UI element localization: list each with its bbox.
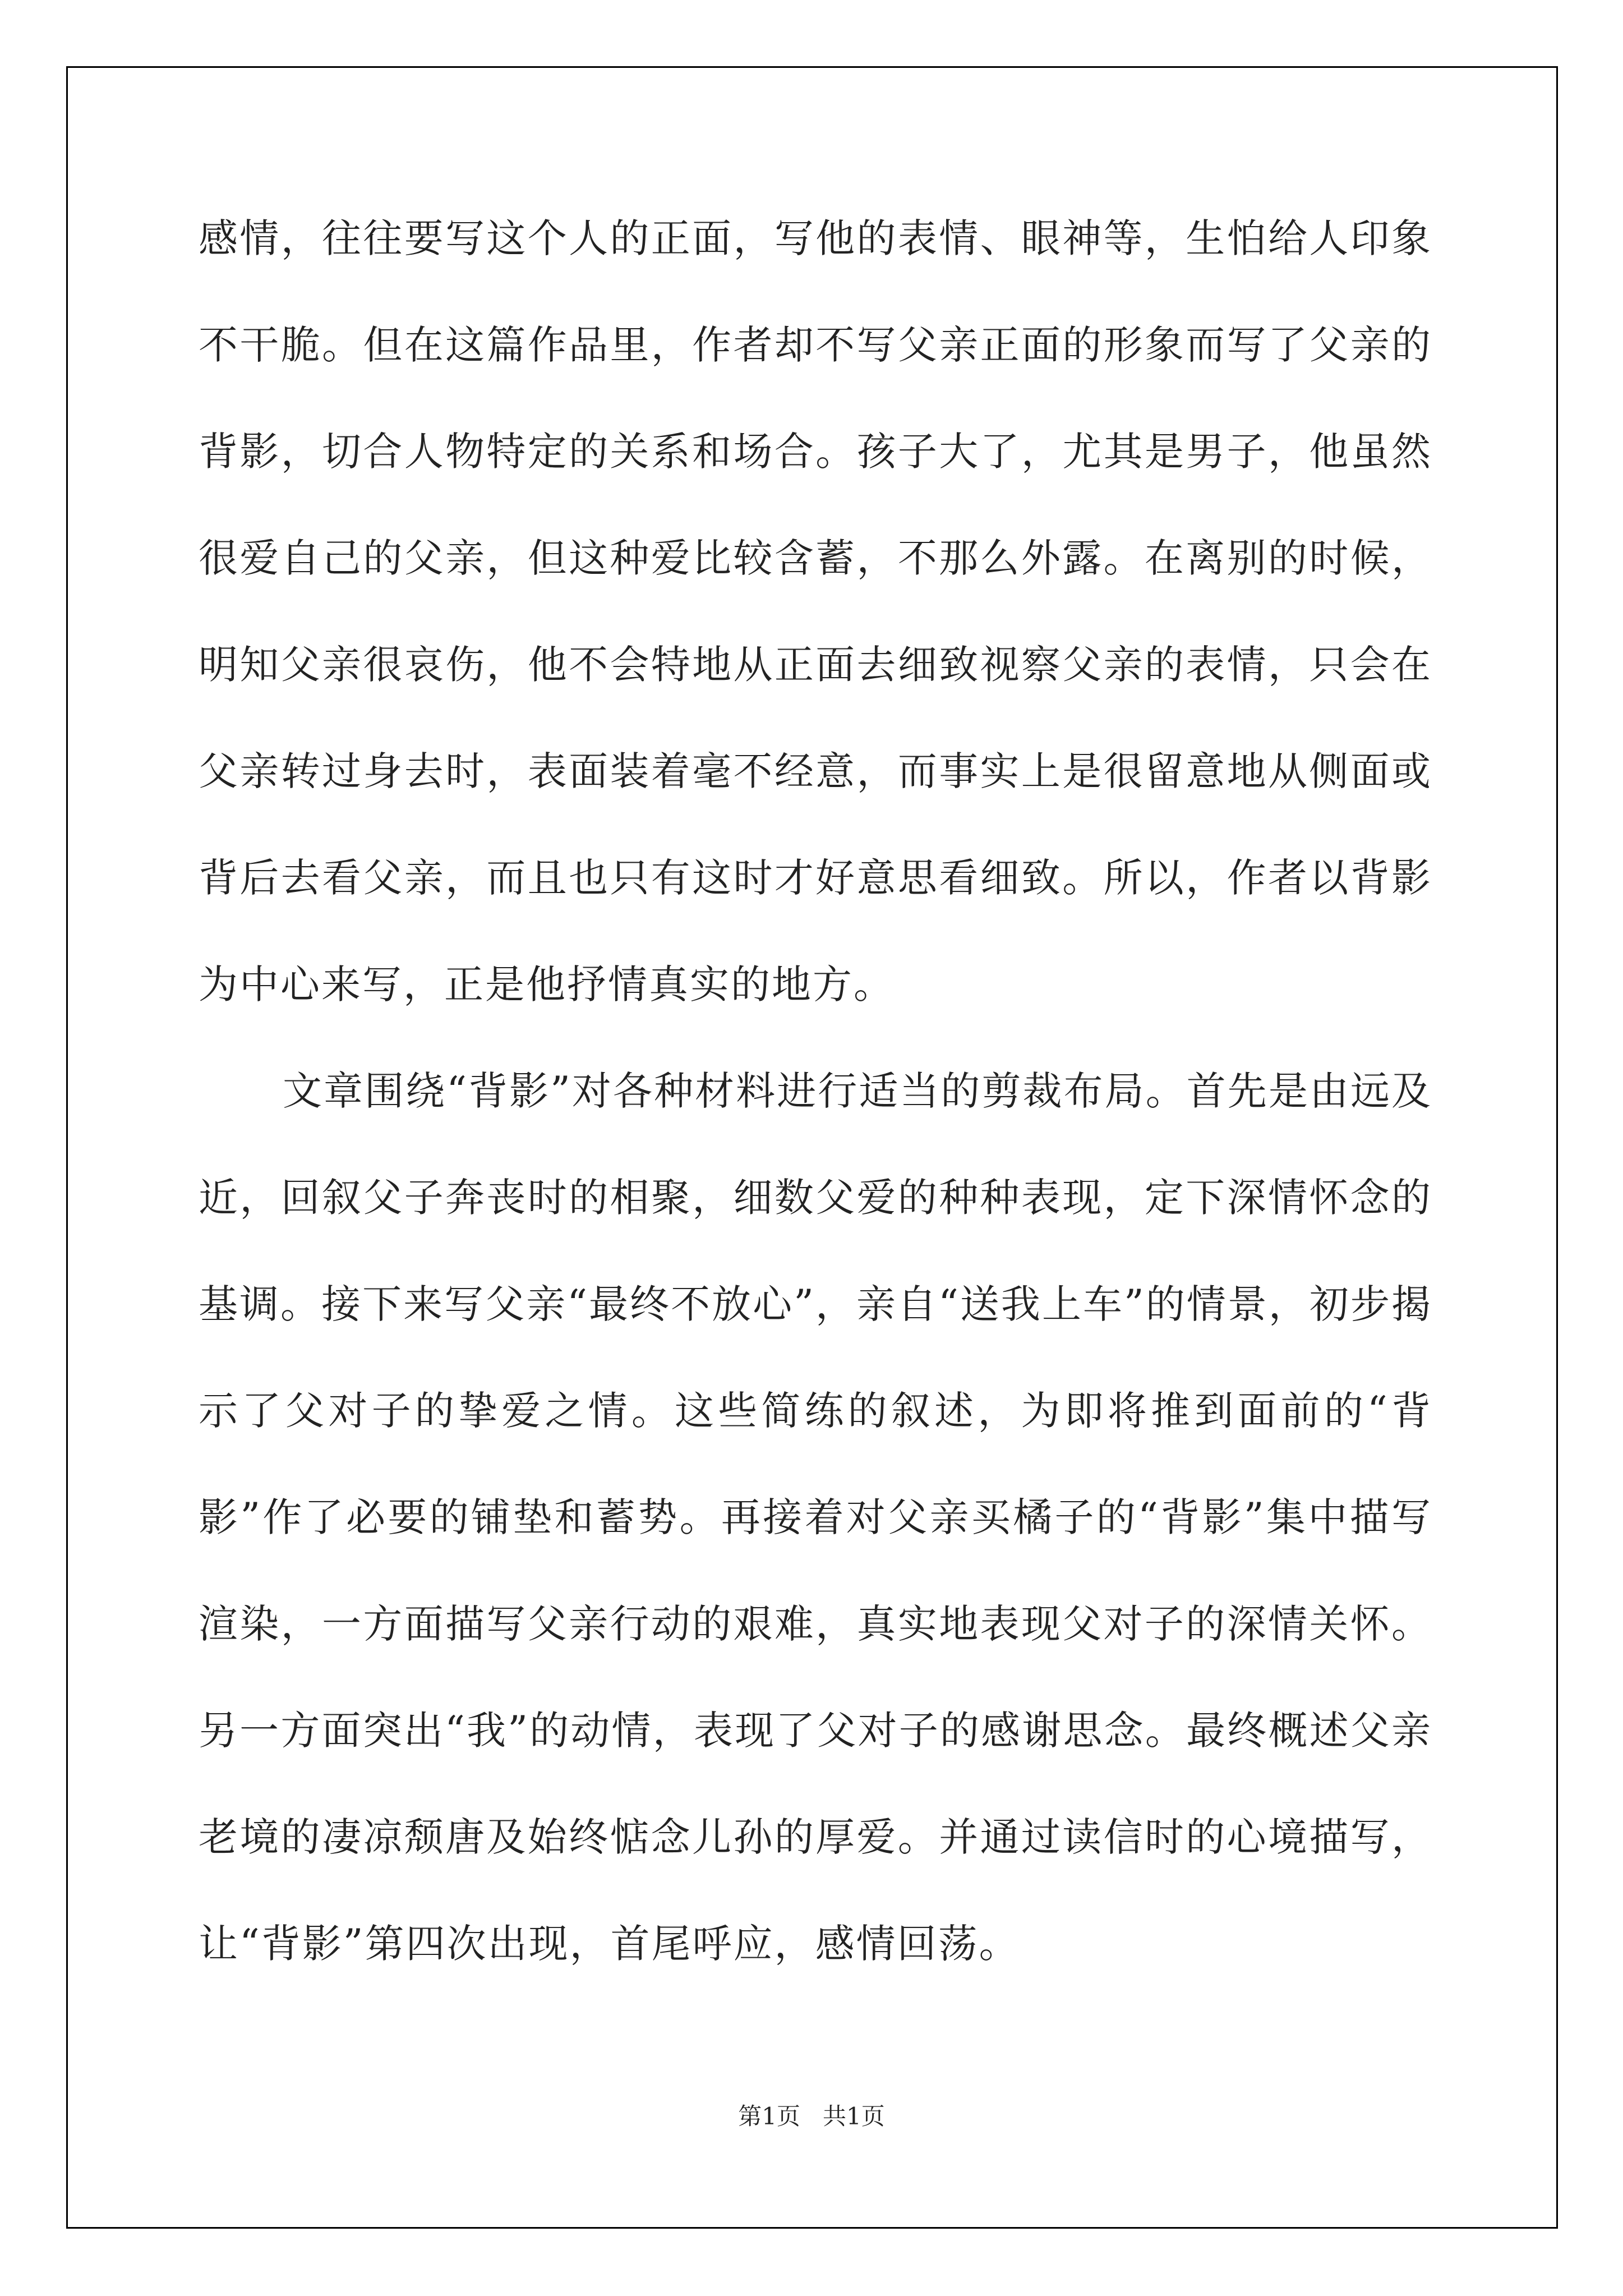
paragraph: 文章围绕“背影”对各种材料进行适当的剪裁布局。首先是由远及近，回叙父子奔丧时的相聚，细数父爱的种种表现，定下深情怀念的基调。接下来写父亲“最终不放心”，亲自“送我上车”的情景，初步揭示了父对子的挚爱之情。这些简练的叙述，为即将推到面前的“背影”作了必要的铺垫和蓄势。再接着对父亲买橘子的“背影”集中描写渲染，一方面描写父亲行动的艰难，真实地表现父对子的深情关怀。另一方面突出“我”的动情，表现了父对子的感谢思念。最终概述父亲老境的凄凉颓唐及始终惦念儿孙的厚爱。并通过读信时的心境描写，让“背影”第四次出现，首尾呼应，感情回荡。 — [199, 1068, 1432, 1967]
page-number: 第1页 — [738, 2102, 800, 2130]
page-total: 共1页 — [823, 2102, 885, 2130]
page-footer — [0, 2098, 1623, 2132]
paragraph: 感情，往往要写这个人的正面，写他的表情、眼神等，生怕给人印象不干脆。但在这篇作品里，作者却不写父亲正面的形象而写了父亲的背影，切合人物特定的关系和场合。孩子大了，尤其是男子，他虽然很爱自己的父亲，但这种爱比较含蓄，不那么外露。在离别的时候，明知父亲很哀伤，他不会特地从正面去细致视察父亲的表情，只会在父亲转过身去时，表面装着毫不经意，而事实上是很留意地从侧面或背后去看父亲，而且也只有这时才好意思看细致。所以，作者以背影为中心来写，正是他抒情真实的地方。 — [199, 215, 1432, 1007]
document-body — [199, 185, 1432, 1997]
